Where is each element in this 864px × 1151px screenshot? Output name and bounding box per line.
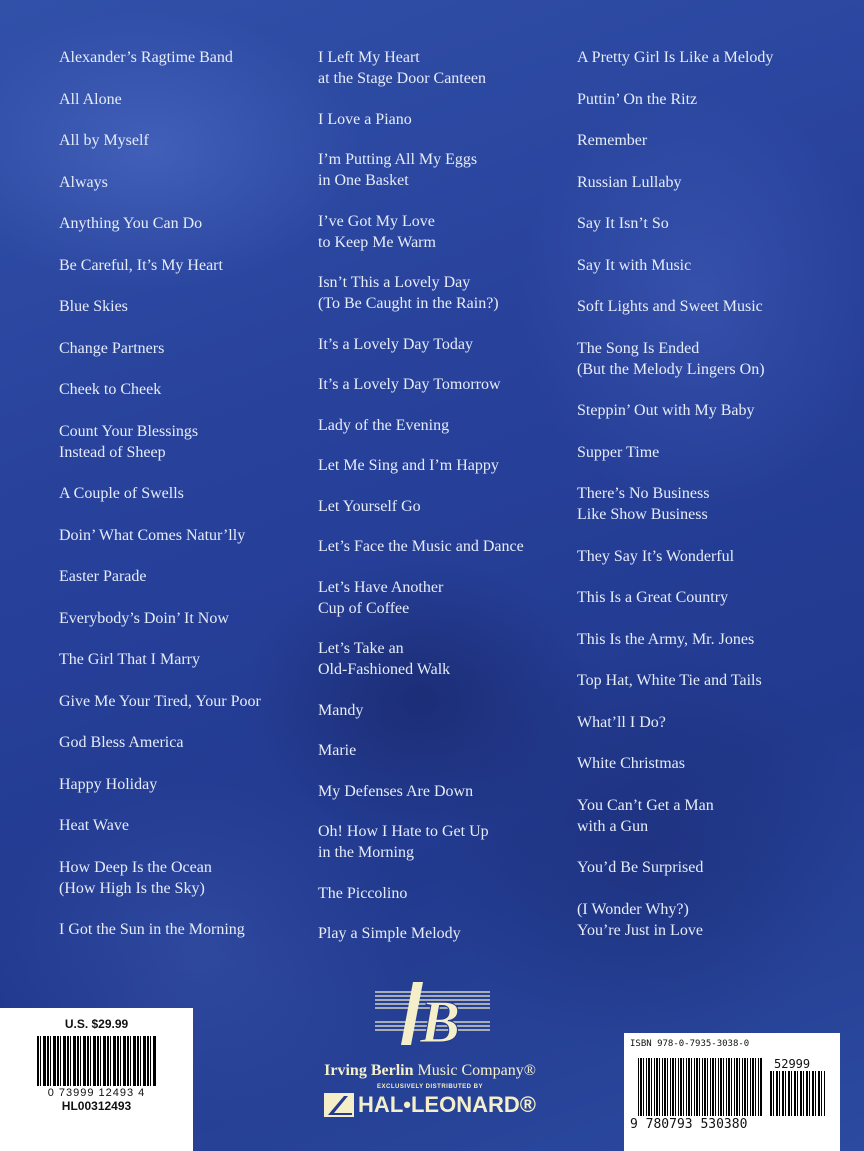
song-title: It’s a Lovely Day Tomorrow — [318, 376, 501, 393]
song-title: You’d Be Surprised — [577, 859, 704, 876]
song-title: Count Your Blessings Instead of Sheep — [59, 422, 199, 461]
ean-number: 9 780793 530380 — [630, 1117, 748, 1132]
ean-barcode — [638, 1058, 763, 1116]
song-title: Play a Simple Melody — [318, 925, 461, 942]
song-title: This Is the Army, Mr. Jones — [577, 630, 755, 648]
hal-leonard-logo — [300, 1092, 560, 1118]
song-title: What’ll I Do? — [577, 713, 666, 731]
song-title: Blue Skies — [59, 298, 128, 315]
song-title: All Alone — [59, 90, 122, 108]
song-title: A Pretty Girl Is Like a Melody — [577, 49, 774, 66]
song-title: Puttin’ On the Ritz — [577, 90, 698, 108]
song-title: Soft Lights and Sweet Music — [577, 298, 763, 315]
song-list-column-1 — [59, 47, 261, 940]
song-title: Let’s Face the Music and Dance — [318, 538, 524, 555]
song-title: Remember — [577, 132, 648, 149]
song-title: A Couple of Swells — [59, 485, 184, 502]
publisher-name: Irving Berlin Music Company® — [324, 1062, 536, 1079]
song-title: Be Careful, It’s My Heart — [59, 256, 223, 274]
upc-barcode — [37, 1036, 157, 1086]
addon-number: 52999 — [774, 1057, 811, 1071]
song-title: I Got the Sun in the Morning — [59, 921, 245, 938]
song-title: Cheek to Cheek — [59, 381, 162, 398]
song-title: Supper Time — [577, 443, 660, 461]
song-title: White Christmas — [577, 755, 685, 772]
song-title: Russian Lullaby — [577, 173, 682, 191]
song-title: I Love a Piano — [318, 110, 412, 128]
svg-text:B: B — [420, 989, 461, 1055]
song-title: Happy Holiday — [59, 775, 158, 793]
price: U.S. $29.99 — [64, 1017, 129, 1031]
song-title: You Can’t Get a Man with a Gun — [577, 796, 714, 835]
hal-leonard-mark-icon — [324, 1093, 354, 1117]
irving-berlin-logo-icon — [365, 980, 495, 1055]
song-title: God Bless America — [59, 734, 184, 751]
song-title: Easter Parade — [59, 568, 147, 585]
song-title: Let’s Have Another Cup of Coffee — [318, 578, 444, 617]
song-title: I Left My Heart at the Stage Door Canteen — [318, 49, 486, 87]
addon-barcode — [770, 1071, 825, 1116]
song-title: Change Partners — [59, 339, 165, 357]
song-title: Steppin’ Out with My Baby — [577, 402, 755, 419]
song-title: The Girl That I Marry — [59, 651, 200, 668]
distributed-by-label: EXCLUSIVELY DISTRIBUTED BY — [376, 1084, 484, 1090]
song-title: Always — [59, 173, 108, 191]
song-title: Marie — [318, 742, 357, 759]
song-title: Heat Wave — [59, 817, 129, 834]
song-title: (I Wonder Why?) You’re Just in Love — [577, 900, 703, 939]
song-title: I’ve Got My Love to Keep Me Warm — [318, 212, 436, 251]
song-title: Mandy — [318, 701, 364, 719]
song-title: Isn’t This a Lovely Day (To Be Caught in the Rain?) — [318, 274, 499, 312]
song-title: Oh! How I Hate to Get Up in the Morning — [318, 823, 489, 861]
isbn-number: ISBN 978-0-7935-3038-0 — [630, 1039, 750, 1049]
song-title: Doin’ What Comes Natur’lly — [59, 526, 246, 544]
song-list-column-2 — [318, 47, 524, 944]
song-title: Anything You Can Do — [59, 215, 203, 232]
song-title: I’m Putting All My Eggs in One Basket — [318, 151, 478, 189]
song-title: Let’s Take an Old-Fashioned Walk — [318, 640, 451, 678]
publisher-logo — [300, 980, 560, 1118]
song-title: Say It with Music — [577, 256, 692, 274]
song-title: Alexander’s Ragtime Band — [59, 49, 233, 66]
song-title: It’s a Lovely Day Today — [318, 335, 473, 353]
song-title: Everybody’s Doin’ It Now — [59, 609, 229, 627]
isbn-barcode-label — [624, 1033, 840, 1151]
distributor-name: HAL•LEONARD® — [358, 1092, 536, 1117]
song-title: Let Me Sing and I’m Happy — [318, 457, 499, 474]
song-title: How Deep Is the Ocean (How High Is the Sky) — [59, 858, 212, 897]
song-title: This Is a Great Country — [577, 589, 729, 606]
song-title: Give Me Your Tired, Your Poor — [59, 692, 261, 710]
song-title: All by Myself — [59, 132, 149, 149]
song-title: Let Yourself Go — [318, 497, 421, 515]
song-title: The Song Is Ended (But the Melody Lingers On) — [577, 339, 765, 378]
upc-number: 0 73999 12493 4 — [47, 1087, 146, 1099]
song-title: There’s No Business Like Show Business — [577, 485, 710, 523]
song-list-column-3 — [577, 47, 773, 941]
song-title: They Say It’s Wonderful — [577, 547, 735, 565]
song-title: Say It Isn’t So — [577, 215, 669, 232]
song-title: My Defenses Are Down — [318, 782, 474, 800]
song-title: Top Hat, White Tie and Tails — [577, 672, 762, 689]
item-code: HL00312493 — [61, 1099, 132, 1113]
price-barcode-label — [0, 1008, 193, 1151]
song-title: Lady of the Evening — [318, 416, 450, 434]
song-title: The Piccolino — [318, 884, 408, 902]
